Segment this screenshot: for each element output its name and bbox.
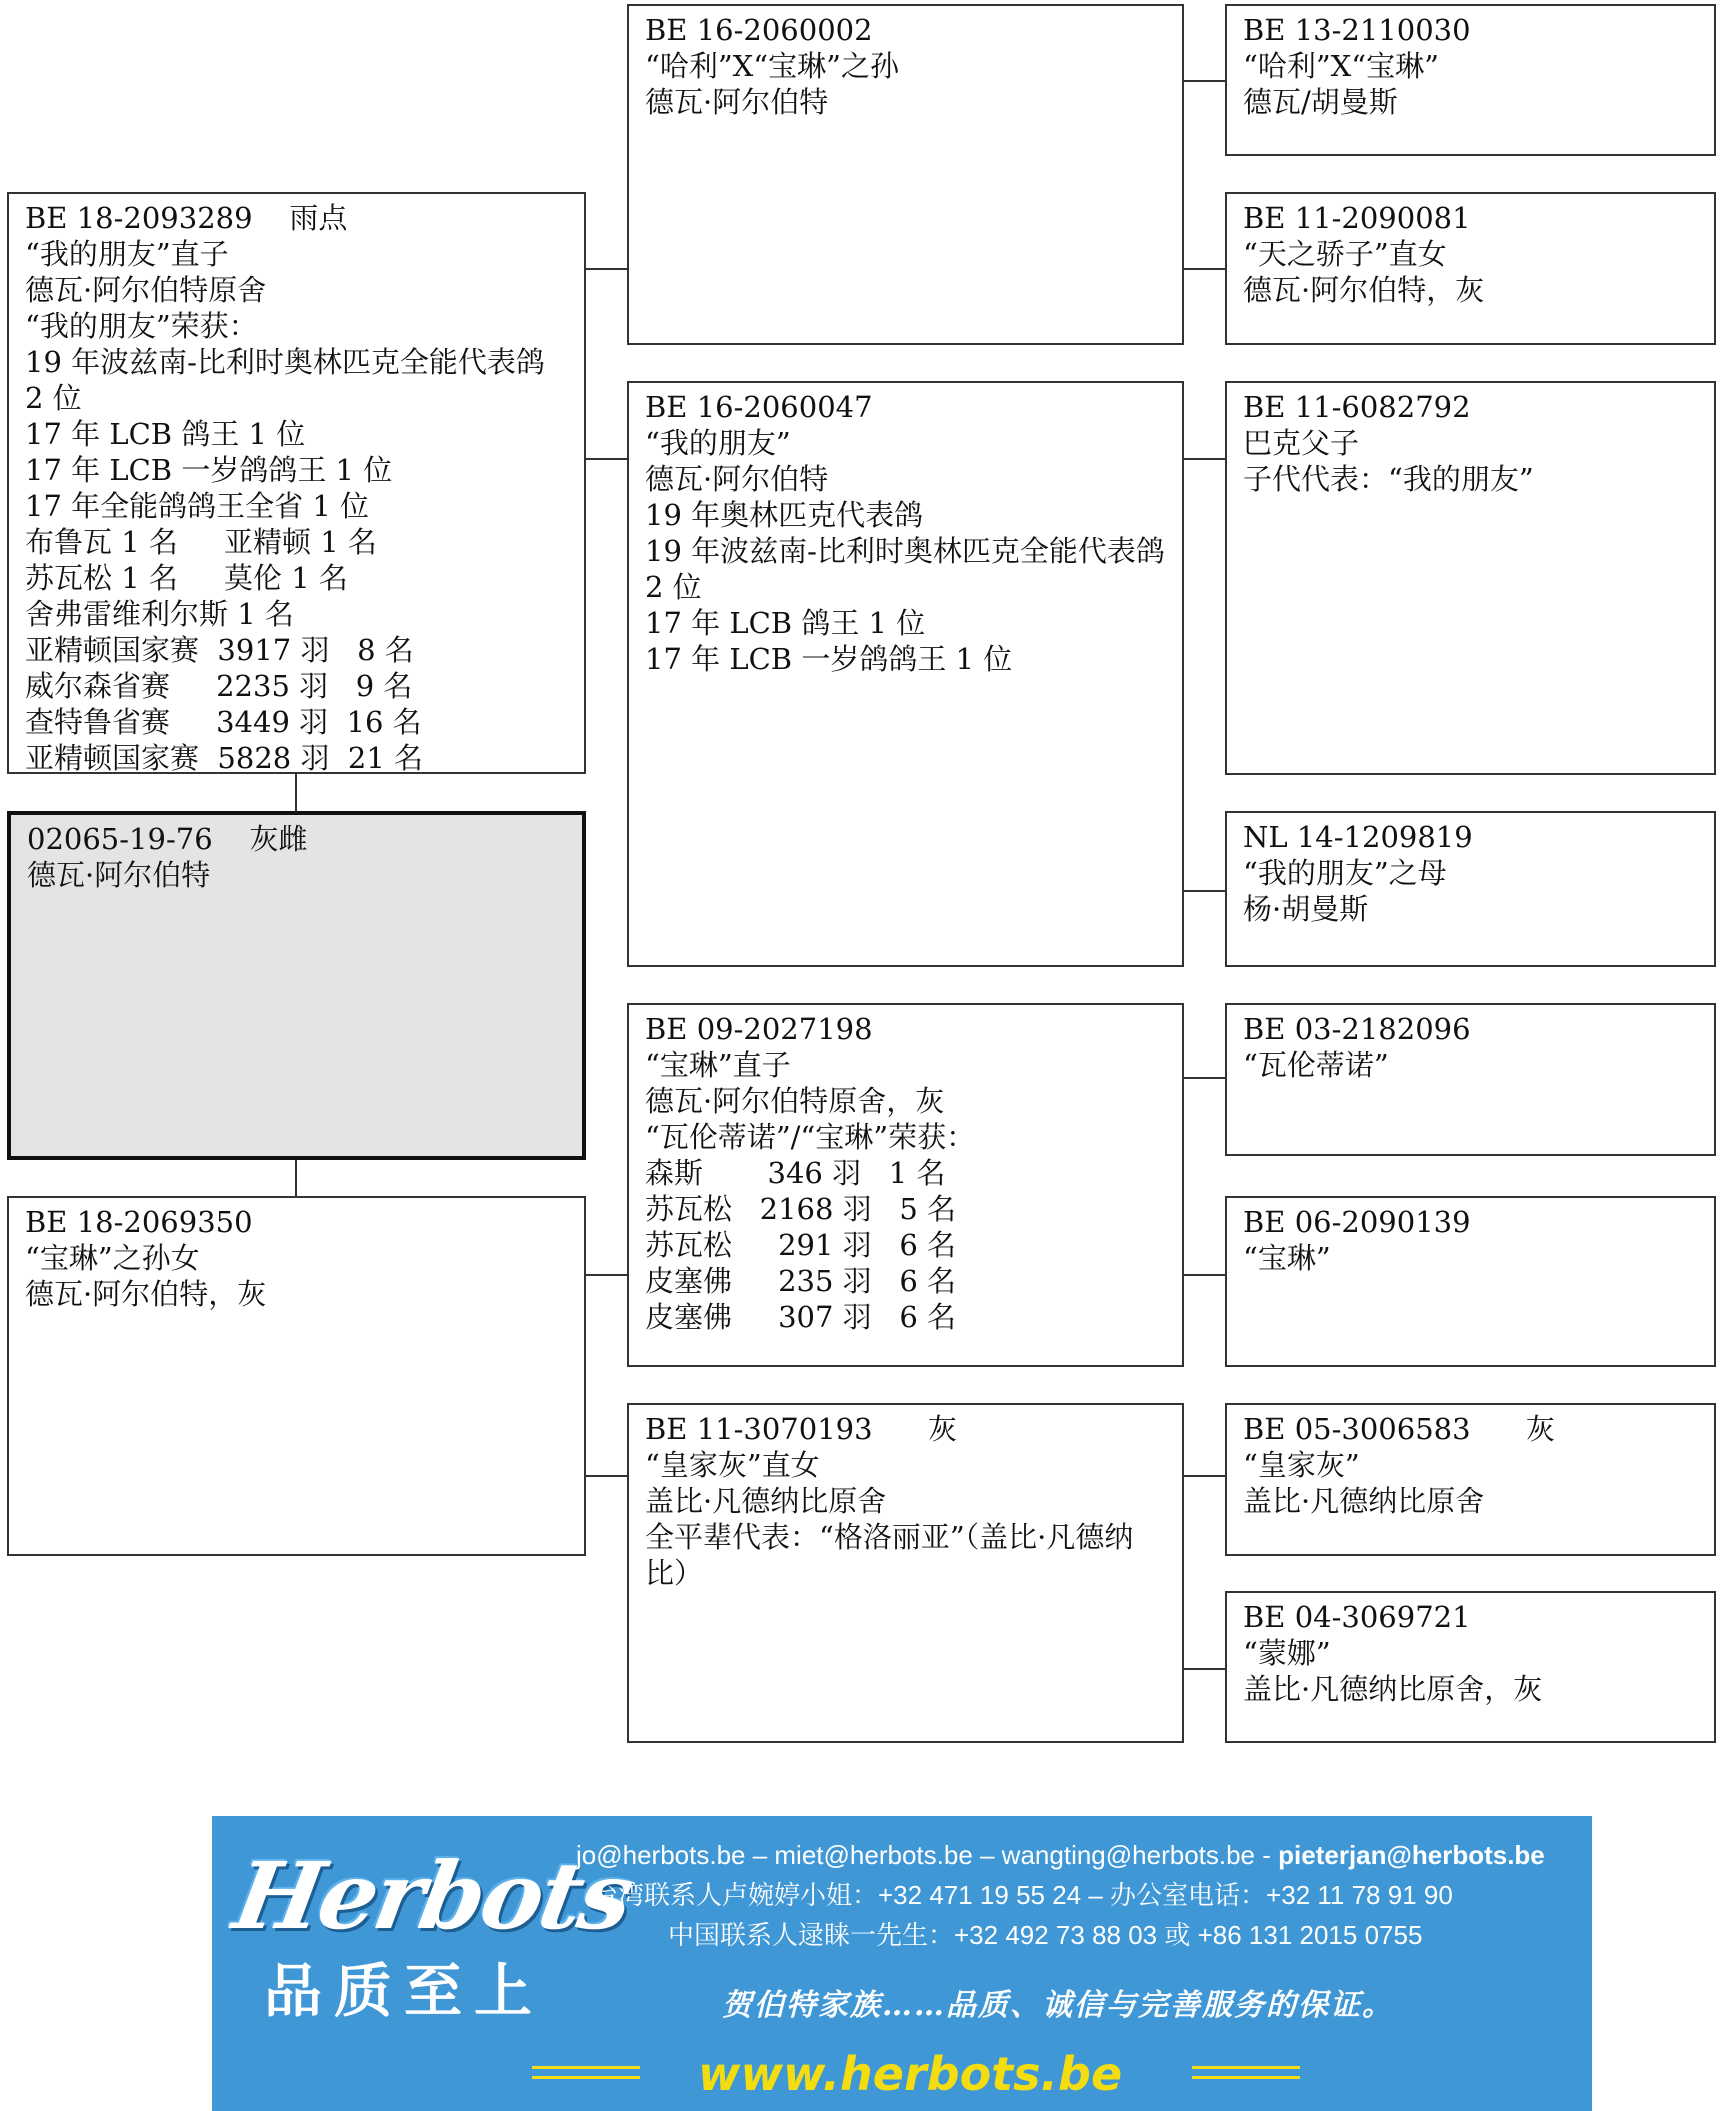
sire-box (7, 192, 586, 774)
pedigree-line: NL 14-1209819 (1243, 820, 1473, 854)
pedigree-line: BE 11-2090081 (1243, 201, 1471, 235)
pedigree-line: 布鲁瓦 1 名 亚精顿 1 名 (25, 525, 377, 559)
banner-tagline: 贺伯特家族……品质、诚信与完善服务的保证。 (722, 1988, 1394, 2023)
pedigree-line: “蒙娜” (1243, 1636, 1331, 1670)
pedigree-line: 德瓦·阿尔伯特，灰 (25, 1277, 267, 1311)
pedigree-line: BE 13-2110030 (1243, 13, 1471, 47)
ggp-box-1 (1225, 4, 1716, 156)
pedigree-line: 苏瓦松 1 名 莫伦 1 名 (25, 561, 348, 595)
pedigree-line: BE 18-2069350 (25, 1205, 253, 1239)
dam-sire-box (627, 1003, 1184, 1367)
ggp-box-4 (1225, 811, 1716, 967)
pedigree-line: 德瓦·阿尔伯特原舍 (25, 273, 267, 307)
email-list: jo@herbots.be – miet@herbots.be – wangting@herbots.be - (576, 1840, 1279, 1870)
dam-box (7, 1196, 586, 1556)
pedigree-line: 17 年全能鸽鸽王全省 1 位 (25, 489, 370, 523)
email-pieterjan: pieterjan@herbots.be (1278, 1840, 1545, 1870)
banner-slogan: 品质至上 (264, 1957, 545, 2025)
pedigree-line: 全平辈代表：“格洛丽亚”（盖比·凡德纳比） (645, 1520, 1134, 1590)
pedigree-line: 苏瓦松 291 羽 6 名 (645, 1228, 956, 1262)
banner-website-link[interactable]: www.herbots.be (698, 2047, 1123, 2101)
pedigree-line: 19 年波兹南-比利时奥林匹克全能代表鸽 2 位 (25, 345, 555, 415)
pedigree-line: 舍弗雷维利尔斯 1 名 (25, 597, 294, 631)
pedigree-line: “皇家灰” (1243, 1448, 1360, 1482)
pedigree-line: “哈利”X“宝琳”之孙 (645, 49, 899, 83)
pedigree-line: BE 11-6082792 (1243, 390, 1471, 424)
connector (584, 458, 628, 460)
pedigree-line: “我的朋友”荣获： (25, 309, 258, 343)
connector (584, 1475, 628, 1477)
pedigree-line: 查特鲁省赛 3449 羽 16 名 (25, 705, 422, 739)
pedigree-line: “哈利”X“宝琳” (1243, 49, 1439, 83)
connector (1182, 1274, 1226, 1276)
banner-taiwan-contact: 台湾联系人卢婉婷小姐：+32 471 19 55 24 – 办公室电话：+32 11 78 91 90 (592, 1880, 1453, 1910)
pedigree-line: 盖比·凡德纳比原舍 (645, 1484, 887, 1518)
pedigree-line: “宝琳” (1243, 1241, 1331, 1275)
pedigree-line: BE 03-2182096 (1243, 1012, 1471, 1046)
pedigree-line: 德瓦·阿尔伯特，灰 (1243, 273, 1485, 307)
pedigree-line: 17 年 LCB 鸽王 1 位 (645, 606, 926, 640)
pedigree-line: 德瓦·阿尔伯特 (645, 462, 829, 496)
pedigree-line: 02065-19-76 灰雌 (27, 822, 308, 856)
subject-box (7, 811, 586, 1160)
connector (1182, 80, 1226, 82)
ggp-box-7 (1225, 1403, 1716, 1556)
pedigree-line: “瓦伦蒂诺”/“宝琳”荣获： (645, 1120, 976, 1154)
connector (1182, 1077, 1226, 1079)
pedigree-line: “皇家灰”直女 (645, 1448, 820, 1482)
banner-emails (576, 1838, 1545, 1872)
pedigree-line: “宝琳”之孙女 (25, 1241, 200, 1275)
pedigree-line: “天之骄子”直女 (1243, 237, 1447, 271)
connector (1182, 268, 1226, 270)
connector (1182, 458, 1226, 460)
pedigree-line: 苏瓦松 2168 羽 5 名 (645, 1192, 956, 1226)
pedigree-line: 巴克父子 (1243, 426, 1360, 460)
pedigree-line: 19 年波兹南-比利时奥林匹克全能代表鸽 2 位 (645, 534, 1175, 604)
pedigree-line: 17 年 LCB 鸽王 1 位 (25, 417, 306, 451)
pedigree-line: 19 年奥林匹克代表鸽 (645, 498, 924, 532)
connector (584, 268, 628, 270)
pedigree-line: 杨·胡曼斯 (1243, 892, 1369, 926)
pedigree-line: BE 06-2090139 (1243, 1205, 1471, 1239)
decor-line-left (532, 2066, 640, 2069)
ggp-box-2 (1225, 192, 1716, 345)
pedigree-line: 17 年 LCB 一岁鸽鸽王 1 位 (25, 453, 393, 487)
banner-china-contact: 中国联系人逯睐一先生：+32 492 73 88 03 或 +86 131 2015 0755 (668, 1920, 1423, 1950)
pedigree-line: “我的朋友”直子 (25, 237, 229, 271)
pedigree-line: 德瓦·阿尔伯特原舍，灰 (645, 1084, 945, 1118)
pedigree-line: 盖比·凡德纳比原舍 (1243, 1484, 1485, 1518)
connector (295, 1160, 297, 1198)
ggp-box-5 (1225, 1003, 1716, 1156)
pedigree-line: 皮塞佛 235 羽 6 名 (645, 1264, 956, 1298)
pedigree-line: 德瓦·阿尔伯特 (645, 85, 829, 119)
connector (1182, 890, 1226, 892)
pedigree-line: “宝琳”直子 (645, 1048, 791, 1082)
pedigree-line: BE 05-3006583 灰 (1243, 1412, 1555, 1446)
herbots-banner (212, 1816, 1592, 2111)
dam-dam-box (627, 1403, 1184, 1743)
connector (1182, 1668, 1226, 1670)
pedigree-line: 亚精顿国家赛 3917 羽 8 名 (25, 633, 414, 667)
pedigree-line: 威尔森省赛 2235 羽 9 名 (25, 669, 413, 703)
pedigree-line: 亚精顿国家赛 5828 羽 21 名 (25, 741, 424, 774)
ggp-box-6 (1225, 1196, 1716, 1367)
connector (584, 1274, 628, 1276)
pedigree-line: 德瓦·阿尔伯特 (27, 858, 211, 892)
pedigree-line: BE 11-3070193 灰 (645, 1412, 957, 1446)
sire-dam-box (627, 381, 1184, 967)
pedigree-line: 森斯 346 羽 1 名 (645, 1156, 946, 1190)
pedigree-line: 子代代表：“我的朋友” (1243, 462, 1534, 496)
decor-line-left (532, 2076, 640, 2079)
sire-sire-box (627, 4, 1184, 345)
pedigree-line: BE 16-2060047 (645, 390, 873, 424)
pedigree-line: “我的朋友” (645, 426, 791, 460)
pedigree-line: BE 18-2093289 雨点 (25, 201, 348, 235)
pedigree-line: BE 16-2060002 (645, 13, 873, 47)
pedigree-line: “我的朋友”之母 (1243, 856, 1447, 890)
herbots-logo: Herbots (226, 1842, 639, 1950)
pedigree-line: BE 04-3069721 (1243, 1600, 1471, 1634)
pedigree-line: “瓦伦蒂诺” (1243, 1048, 1389, 1082)
pedigree-line: 17 年 LCB 一岁鸽鸽王 1 位 (645, 642, 1013, 676)
connector (295, 772, 297, 812)
pedigree-line: 德瓦/胡曼斯 (1243, 85, 1398, 119)
ggp-box-3 (1225, 381, 1716, 775)
pedigree-line: BE 09-2027198 (645, 1012, 873, 1046)
decor-line-right (1192, 2066, 1300, 2069)
connector (1182, 1475, 1226, 1477)
decor-line-right (1192, 2076, 1300, 2079)
pedigree-line: 盖比·凡德纳比原舍，灰 (1243, 1672, 1543, 1706)
ggp-box-8 (1225, 1591, 1716, 1743)
pedigree-line: 皮塞佛 307 羽 6 名 (645, 1300, 956, 1334)
